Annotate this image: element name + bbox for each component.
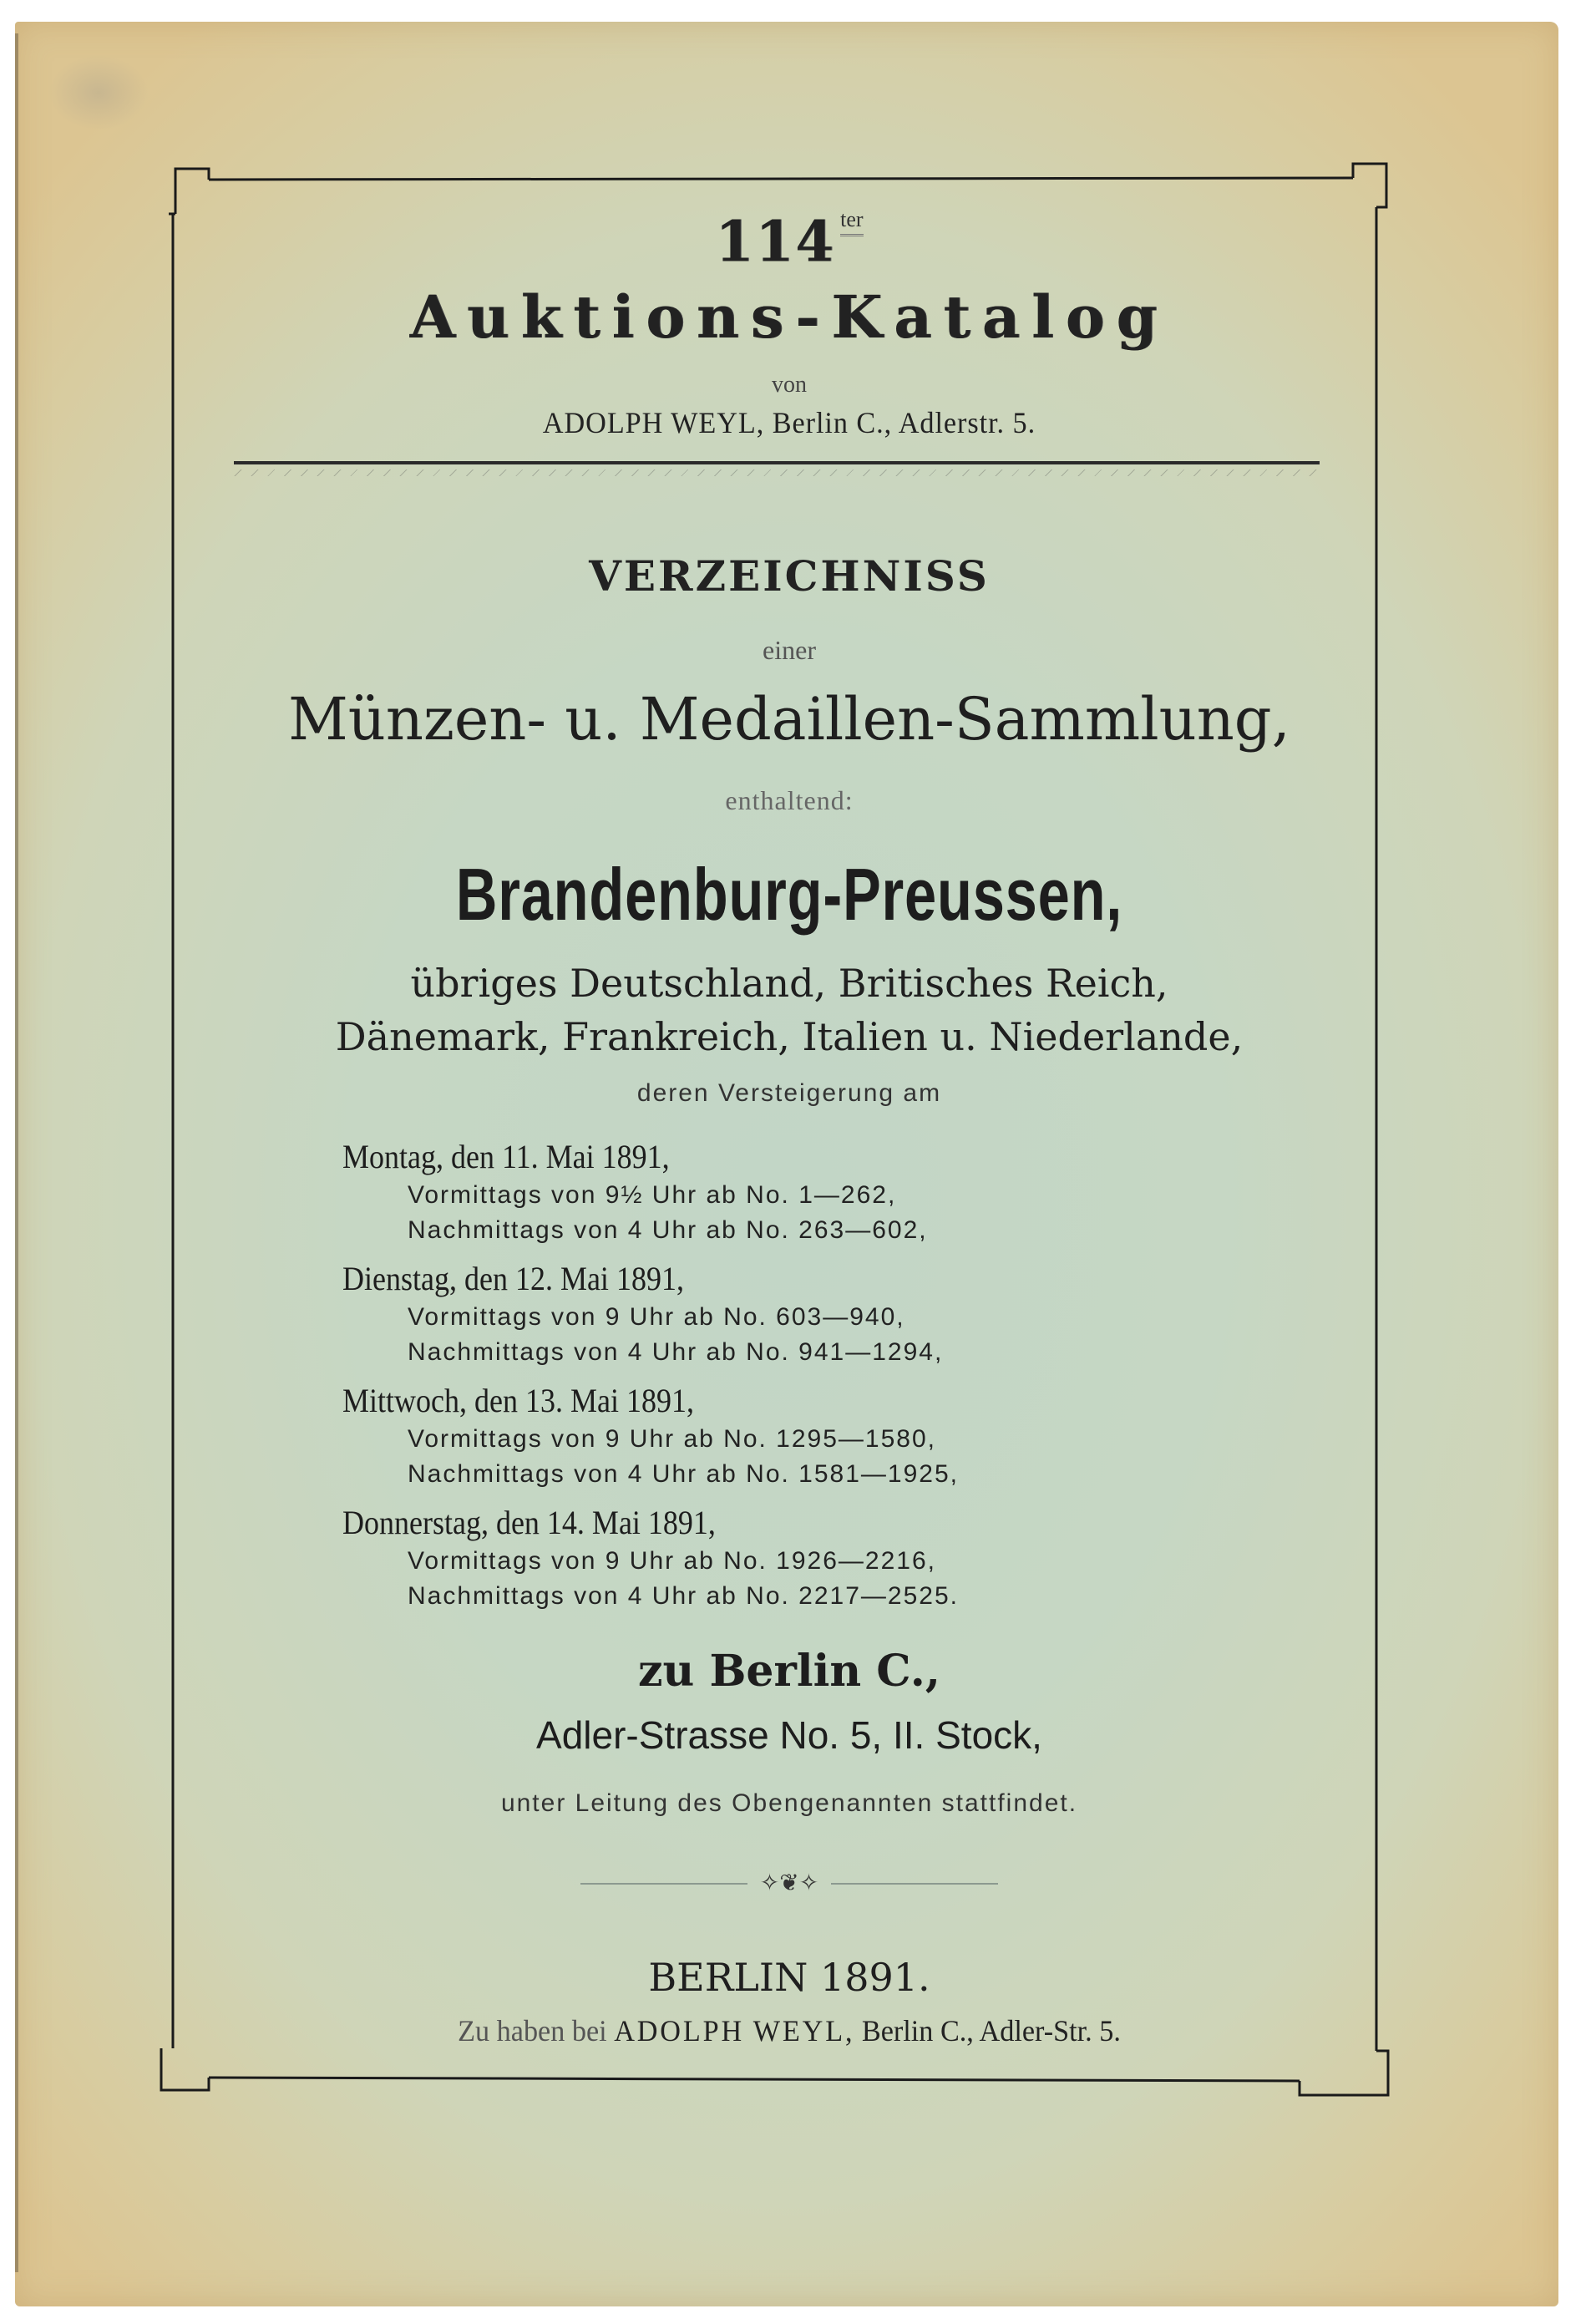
ornament-line-right — [831, 1883, 998, 1885]
location-address: Adler-Strasse No. 5, II. Stock, — [536, 1713, 1042, 1757]
catalog-number — [175, 207, 1403, 275]
heading-verzeichniss: VERZEICHNISS — [589, 551, 990, 601]
schedule-day — [342, 1258, 1261, 1370]
ornament-divider — [580, 1871, 998, 1896]
day-title: Mittwoch, den 13. Mai 1891, — [342, 1382, 694, 1419]
session-afternoon: Nachmittags von 4 Uhr ab No. 263—602, — [408, 1216, 928, 1244]
day-title: Montag, den 11. Mai 1891, — [342, 1138, 670, 1175]
publisher-line: ADOLPH WEYL, Berlin C., Adlerstr. 5. — [542, 406, 1036, 439]
flourish-icon: ✧❦✧ — [759, 1870, 819, 1896]
thick-rule — [234, 461, 1320, 464]
regions-line-2: Dänemark, Frankreich, Italien u. Niederlande, — [335, 1014, 1244, 1059]
location-city: zu Berlin C., — [638, 1646, 940, 1697]
session-afternoon: Nachmittags von 4 Uhr ab No. 1581—1925, — [408, 1460, 959, 1488]
day-title: Donnerstag, den 14. Mai 1891, — [342, 1504, 716, 1541]
auction-intro: deren Versteigerung am — [636, 1079, 942, 1107]
catalog-title: Auktions-Katalog — [409, 282, 1169, 352]
availability-address: Berlin C., Adler-Str. 5. — [861, 2014, 1121, 2047]
availability-name: ADOLPH WEYL, — [614, 2014, 855, 2047]
session-afternoon: Nachmittags von 4 Uhr ab No. 941—1294, — [408, 1338, 944, 1366]
session-morning: Vormittags von 9 Uhr ab No. 1295—1580, — [408, 1425, 936, 1453]
schedule-day — [342, 1136, 1261, 1248]
location-direction: unter Leitung des Obengenannten stattfindet. — [500, 1789, 1078, 1817]
availability-line — [206, 2013, 1373, 2048]
ornament-line-left — [580, 1883, 747, 1885]
regions-line-1: übriges Deutschland, Britisches Reich, — [410, 961, 1168, 1006]
schedule-day — [342, 1380, 1261, 1492]
einer-label: einer — [763, 635, 816, 665]
session-afternoon: Nachmittags von 4 Uhr ab No. 2217—2525. — [408, 1582, 959, 1610]
page-edge — [15, 33, 18, 2272]
paper-stain — [48, 55, 149, 130]
header-divider — [234, 461, 1320, 486]
ordinal-suffix: ter — [840, 207, 863, 236]
von-label: von — [772, 372, 807, 398]
collection-title: Münzen- u. Medaillen-Sammlung, — [288, 685, 1290, 754]
session-morning: Vormittags von 9½ Uhr ab No. 1—262, — [408, 1181, 897, 1209]
enthaltend-label: enthaltend: — [725, 785, 854, 815]
place-year: BERLIN 1891. — [648, 1955, 930, 2000]
schedule-day — [342, 1502, 1261, 1614]
main-region-title: Brandenburg-Preussen, — [455, 853, 1123, 936]
catalog-number-value: 114 — [715, 208, 836, 275]
session-morning: Vormittags von 9 Uhr ab No. 603—940, — [408, 1303, 905, 1331]
wavy-rule — [234, 469, 1320, 476]
session-morning: Vormittags von 9 Uhr ab No. 1926—2216, — [408, 1547, 936, 1575]
availability-prefix: Zu haben bei — [458, 2014, 607, 2047]
day-title: Dienstag, den 12. Mai 1891, — [342, 1260, 684, 1297]
other-regions — [175, 956, 1403, 1063]
auction-schedule — [342, 1136, 1261, 1624]
